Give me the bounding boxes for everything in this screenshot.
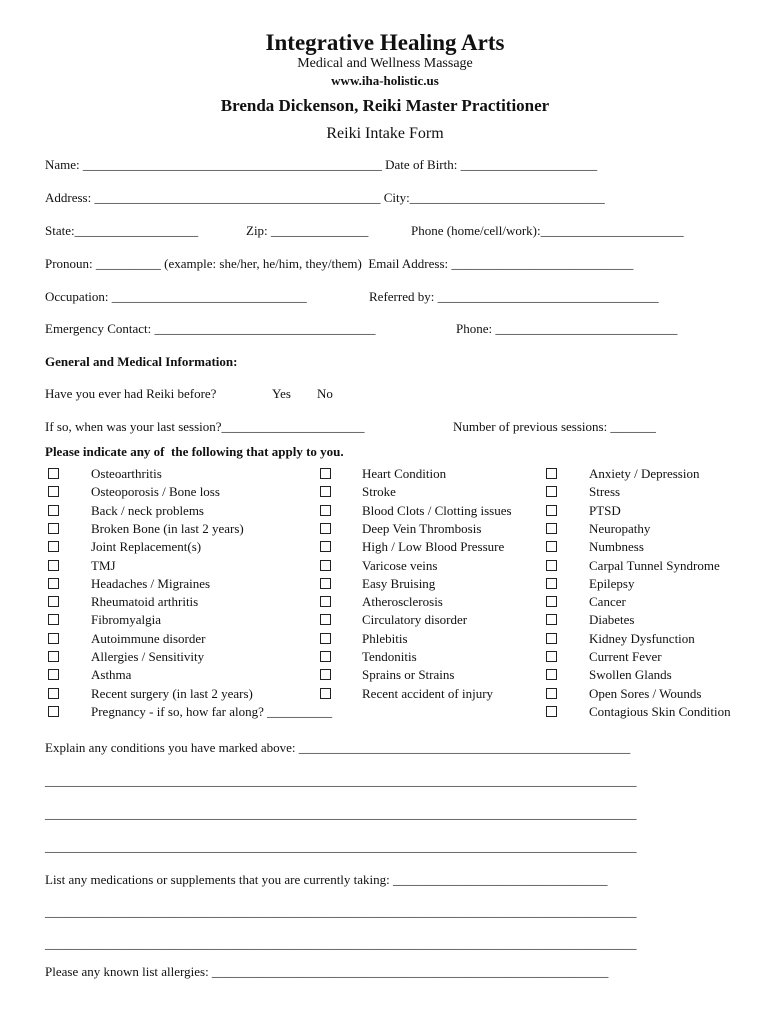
- condition-checkbox[interactable]: [320, 614, 331, 625]
- condition-checkbox[interactable]: [546, 468, 557, 479]
- condition-label: Heart Condition: [362, 466, 447, 481]
- condition-label: Sprains or Strains: [362, 667, 455, 683]
- condition-checkbox[interactable]: [48, 468, 59, 479]
- condition-checkbox[interactable]: [48, 578, 59, 589]
- condition-label: Asthma: [91, 667, 132, 683]
- condition-label: Anxiety / Depression: [589, 466, 700, 481]
- condition-checkbox[interactable]: [48, 688, 59, 699]
- indicate-instruction: Please indicate any of the following that apply to you.: [45, 444, 344, 459]
- condition-label: Joint Replacement(s): [91, 539, 202, 555]
- condition-checkbox[interactable]: [546, 578, 557, 589]
- condition-checkbox[interactable]: [320, 505, 331, 516]
- condition-label: Neuropathy: [589, 520, 651, 536]
- explain-line-2[interactable]: ___________________________________________________________________________________________: [45, 806, 637, 821]
- condition-checkbox[interactable]: [320, 541, 331, 552]
- condition-label: Osteoarthritis: [91, 466, 162, 481]
- condition-label: Stress: [589, 484, 621, 500]
- condition-checkbox[interactable]: [546, 706, 557, 717]
- condition-label: Kidney Dysfunction: [589, 630, 695, 646]
- reiki-before-question: Have you ever had Reiki before?: [45, 386, 217, 401]
- no-option[interactable]: No: [317, 386, 333, 401]
- condition-label: High / Low Blood Pressure: [362, 539, 505, 555]
- explain-line-3[interactable]: ___________________________________________________________________________________________: [45, 839, 637, 854]
- name-dob-field[interactable]: Name: ______________________________________________ Date of Birth: _____________________: [45, 157, 598, 172]
- yes-option[interactable]: Yes: [272, 386, 291, 401]
- condition-checkbox[interactable]: [546, 523, 557, 534]
- general-heading: General and Medical Information:: [45, 354, 238, 369]
- condition-checkbox[interactable]: [546, 596, 557, 607]
- condition-checkbox[interactable]: [320, 688, 331, 699]
- occupation-field[interactable]: Occupation: ______________________________: [45, 289, 307, 304]
- emergency-contact-field[interactable]: Emergency Contact: __________________________________: [45, 321, 376, 336]
- condition-label: Allergies / Sensitivity: [91, 649, 205, 664]
- condition-checkbox[interactable]: [320, 578, 331, 589]
- state-field[interactable]: State:___________________: [45, 223, 199, 238]
- condition-checkbox[interactable]: [546, 669, 557, 680]
- condition-label: Recent accident of injury: [362, 685, 494, 701]
- condition-label: Blood Clots / Clotting issues: [362, 502, 512, 518]
- condition-checkbox[interactable]: [546, 633, 557, 644]
- explain-line-1[interactable]: ___________________________________________________________________________________________: [45, 773, 637, 788]
- condition-checkbox[interactable]: [48, 596, 59, 607]
- condition-checkbox[interactable]: [48, 633, 59, 644]
- referred-by-field[interactable]: Referred by: __________________________________: [369, 289, 659, 304]
- condition-label: Open Sores / Wounds: [589, 685, 702, 701]
- condition-label: Easy Bruising: [362, 575, 436, 591]
- medications-line-2[interactable]: ___________________________________________________________________________________________: [45, 936, 637, 951]
- condition-checkbox[interactable]: [546, 651, 557, 662]
- condition-checkbox[interactable]: [48, 505, 59, 516]
- condition-label: Epilepsy: [589, 575, 635, 591]
- condition-checkbox[interactable]: [546, 560, 557, 571]
- phone-home-field[interactable]: Phone (home/cell/work):______________________: [411, 223, 684, 238]
- allergies-field[interactable]: Please any known list allergies: _____________________________________________________________: [45, 964, 609, 979]
- condition-label: Rheumatoid arthritis: [91, 594, 199, 610]
- condition-checkbox[interactable]: [546, 486, 557, 497]
- condition-checkbox[interactable]: [546, 688, 557, 699]
- emergency-phone-field[interactable]: Phone: ____________________________: [456, 321, 678, 336]
- condition-checkbox[interactable]: [546, 505, 557, 516]
- condition-checkbox[interactable]: [320, 633, 331, 644]
- condition-label: Numbness: [589, 539, 644, 555]
- condition-label: TMJ: [91, 557, 116, 573]
- address-city-field[interactable]: Address: ____________________________________________ City:______________________________: [45, 190, 605, 205]
- condition-label: Broken Bone (in last 2 years): [91, 520, 244, 536]
- condition-checkbox[interactable]: [48, 541, 59, 552]
- condition-checkbox[interactable]: [48, 486, 59, 497]
- condition-label: Swollen Glands: [589, 667, 672, 683]
- zip-field[interactable]: Zip: _______________: [246, 223, 369, 238]
- condition-label: Tendonitis: [362, 649, 417, 664]
- pronoun-email-field[interactable]: Pronoun: __________ (example: she/her, he/him, they/them) Email Address: ____________________________: [45, 256, 634, 271]
- tagline: Medical and Wellness Massage: [297, 56, 473, 71]
- condition-checkbox[interactable]: [546, 614, 557, 625]
- condition-checkbox[interactable]: [48, 706, 59, 717]
- practitioner-name: Brenda Dickenson, Reiki Master Practitioner: [220, 96, 550, 115]
- condition-label: Stroke: [362, 484, 396, 500]
- condition-label: Diabetes: [589, 612, 635, 628]
- condition-label: Pregnancy - if so, how far along? __________: [91, 703, 333, 719]
- condition-checkbox[interactable]: [48, 614, 59, 625]
- medications-line-1[interactable]: ___________________________________________________________________________________________: [45, 904, 637, 919]
- condition-label: Fibromyalgia: [91, 612, 162, 628]
- form-title: Reiki Intake Form: [326, 125, 444, 142]
- condition-checkbox[interactable]: [546, 541, 557, 552]
- condition-label: Headaches / Migraines: [91, 575, 211, 591]
- condition-label: Cancer: [589, 594, 626, 610]
- condition-label: Recent surgery (in last 2 years): [91, 685, 253, 701]
- condition-checkbox[interactable]: [320, 596, 331, 607]
- condition-checkbox[interactable]: [320, 523, 331, 534]
- condition-label: Varicose veins: [362, 557, 438, 573]
- condition-checkbox[interactable]: [48, 669, 59, 680]
- previous-sessions-field[interactable]: Number of previous sessions: _______: [453, 419, 656, 434]
- condition-label: Contagious Skin Condition: [589, 703, 731, 719]
- condition-checkbox[interactable]: [48, 651, 59, 662]
- condition-checkbox[interactable]: [48, 523, 59, 534]
- explain-conditions-field[interactable]: Explain any conditions you have marked above: ___________________________________________________: [45, 740, 631, 755]
- condition-checkbox[interactable]: [320, 486, 331, 497]
- condition-label: Atherosclerosis: [362, 594, 443, 610]
- condition-label: Deep Vein Thrombosis: [362, 520, 482, 536]
- condition-checkbox[interactable]: [320, 468, 331, 479]
- website: www.iha-holistic.us: [331, 73, 439, 88]
- condition-label: Circulatory disorder: [362, 612, 468, 628]
- condition-checkbox[interactable]: [320, 560, 331, 571]
- condition-label: Back / neck problems: [91, 502, 204, 518]
- condition-label: Osteoporosis / Bone loss: [91, 484, 220, 500]
- condition-label: PTSD: [589, 502, 621, 518]
- last-session-field[interactable]: If so, when was your last session?______________________: [45, 419, 365, 434]
- org-name: Integrative Healing Arts: [265, 30, 505, 55]
- condition-checkbox[interactable]: [320, 669, 331, 680]
- condition-label: Autoimmune disorder: [91, 630, 206, 646]
- condition-label: Current Fever: [589, 649, 662, 664]
- condition-checkbox[interactable]: [320, 651, 331, 662]
- condition-label: Carpal Tunnel Syndrome: [589, 557, 720, 573]
- condition-label: Phlebitis: [362, 630, 408, 646]
- condition-checkbox[interactable]: [48, 560, 59, 571]
- medications-field[interactable]: List any medications or supplements that you are currently taking: _________________________________: [45, 872, 608, 887]
